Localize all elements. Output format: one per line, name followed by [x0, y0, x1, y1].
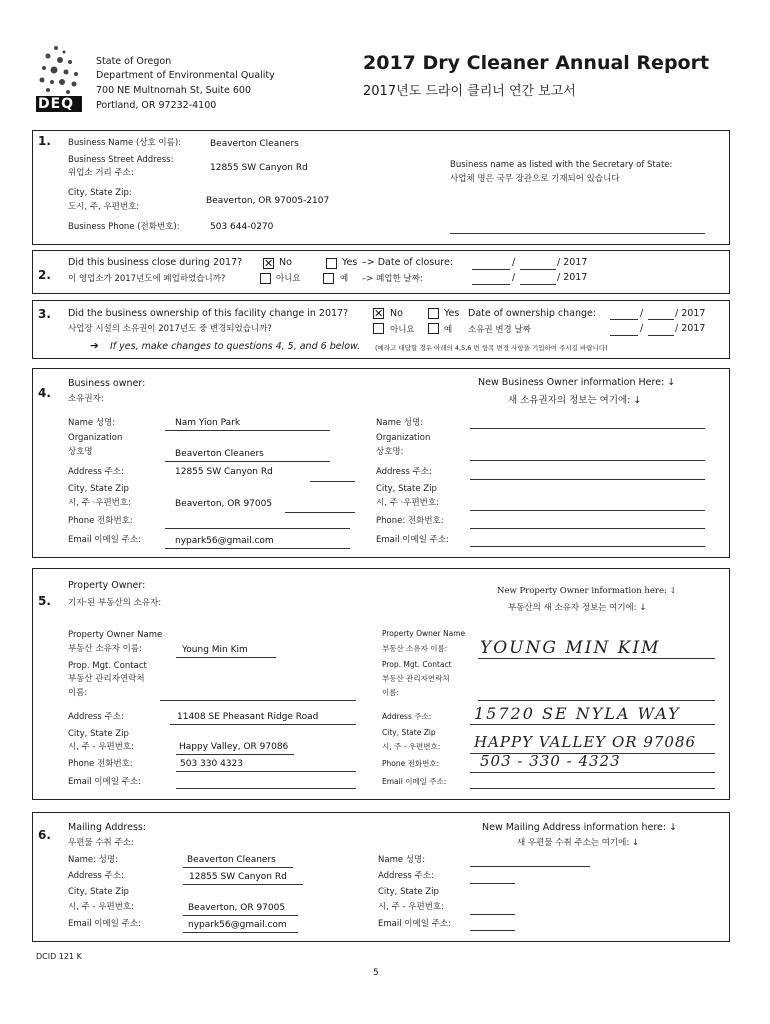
ownership-date-label-ko: 소유권 변경 날짜	[468, 325, 531, 335]
closure-date-label: –> Date of closure:	[362, 257, 454, 268]
new-owner-email-label: Email 이메일 주소:	[376, 535, 449, 545]
owner-org-line[interactable]	[165, 461, 330, 462]
owner-email-value: nypark56@gmail.com	[175, 536, 274, 546]
new-prop-contact-label-ko: 부동산 관리자연락처	[382, 674, 450, 683]
new-prop-name-label: Property Owner Name	[382, 629, 466, 638]
new-prop-phone-label: Phone 전화번호:	[382, 759, 440, 768]
report-title: 2017 Dry Cleaner Annual Report	[363, 52, 710, 74]
ownership-yes-label-ko: 예	[444, 325, 453, 335]
prop-owner-name-label-ko: 부동산 소유자 이름:	[68, 644, 142, 654]
new-prop-email-label: Email 이메일 주소:	[382, 777, 447, 786]
prop-owner-name-line[interactable]	[176, 657, 276, 658]
new-prop-phone-handwritten: 503 - 330 - 4323	[480, 752, 621, 770]
new-prop-contact-label-ko2: 이름:	[382, 688, 400, 697]
ownership-note: If yes, make changes to questions 4, 5, and 6 below.	[110, 341, 361, 352]
close-no-label-ko: 아니요	[276, 274, 301, 284]
sos-name-line[interactable]	[450, 233, 705, 234]
owner-city-line[interactable]	[285, 512, 355, 513]
ownership-no-ko-checkbox[interactable]	[373, 323, 384, 334]
ownership-yes-ko-checkbox[interactable]	[428, 323, 439, 334]
new-mailing-note-ko: 새 우편물 수취 주소는 여기에: ↓	[517, 838, 640, 848]
sos-note-ko: 사업체 명은 국무 장관으로 기재되어 있습니다	[450, 174, 620, 184]
ownership-question: Did the business ownership of this facility change in 2017?	[68, 308, 349, 319]
mail-city-line[interactable]	[183, 915, 298, 916]
owner-org-label-ko: 상호명	[68, 447, 93, 457]
owner-email-line[interactable]	[165, 548, 350, 549]
section-1-number: 1.	[38, 134, 51, 148]
closure-month-line[interactable]	[472, 269, 510, 270]
section-6-number: 6.	[38, 828, 51, 842]
arrow-icon: ➔	[90, 340, 99, 352]
ownership-yes-label: Yes	[444, 308, 460, 319]
prop-phone-value: 503 330 4323	[180, 759, 243, 769]
street-label: Business Street Address:	[68, 155, 174, 165]
sos-note: Business name as listed with the Secretary of State:	[450, 160, 673, 170]
prop-city-value: Happy Valley, OR 97086	[179, 742, 289, 752]
logo-text: DEQ	[38, 96, 75, 112]
prop-city-label-ko: 시, 주 - 우편번호:	[68, 742, 135, 752]
new-prop-addr-label: Address 주소:	[382, 712, 432, 721]
mail-city-label: City, State Zip	[68, 887, 129, 897]
close-yes-label-ko: 예	[340, 274, 349, 284]
new-prop-contact-line[interactable]	[478, 700, 715, 701]
new-prop-contact-label: Prop. Mgt. Contact	[382, 660, 452, 669]
prop-city-line[interactable]	[176, 754, 294, 755]
prop-addr-value: 11408 SE Pheasant Ridge Road	[177, 712, 319, 722]
ownership-year: / 2017	[675, 308, 706, 319]
owner-org-label: Organization	[68, 433, 123, 443]
owner-phone-line[interactable]	[165, 528, 350, 529]
owner-city-value: Beaverton, OR 97005	[175, 499, 273, 509]
new-property-note: New Property Owner information here: ↓	[497, 586, 677, 596]
new-prop-addr-line[interactable]	[470, 724, 715, 725]
ownership-slash: /	[640, 308, 644, 319]
street-label-ko: 위업소 거리 주소:	[68, 168, 134, 178]
new-owner-addr-label: Address 주소:	[376, 467, 432, 477]
ownership-year-ko: / 2017	[675, 323, 706, 334]
close-yes-label: Yes	[342, 257, 358, 268]
prop-contact-label-ko2: 이름:	[68, 688, 88, 698]
ownership-month-line-ko[interactable]	[610, 335, 638, 336]
closure-year-ko: / 2017	[557, 272, 588, 283]
new-mail-name-line[interactable]	[470, 866, 590, 867]
new-mail-city-line[interactable]	[470, 914, 515, 915]
business-owner-title-ko: 소유권자:	[68, 394, 104, 404]
mail-email-label: Email 이메일 주소:	[68, 919, 141, 929]
new-mail-email-label: Email 이메일 주소:	[378, 919, 451, 929]
new-owner-org-label-ko: 상호명:	[376, 447, 404, 457]
report-title-ko: 2017년도 드라이 클리너 연간 보고서	[363, 84, 576, 99]
new-owner-city-label-ko: 시, 주 ·우편번호:	[376, 498, 439, 508]
agency-dept: Department of Environmental Quality	[96, 70, 275, 81]
prop-addr-label: Address 주소:	[68, 712, 124, 722]
ownership-day-line[interactable]	[648, 319, 674, 320]
city-label: City, State Zip:	[68, 188, 132, 198]
new-mail-addr-line[interactable]	[470, 883, 515, 884]
ownership-note-ko: (예라고 대답할 경우 아래의 4,5,6 번 항목 변경 사항을 기입하여 주시길 바랍니다)	[375, 344, 608, 352]
prop-owner-name-value: Young Min Kim	[182, 645, 248, 655]
new-mailing-note: New Mailing Address information here: ↓	[482, 822, 678, 833]
ownership-slash-ko: /	[640, 323, 644, 334]
close-no-ko-checkbox[interactable]	[260, 273, 271, 284]
business-name-value: Beaverton Cleaners	[210, 139, 299, 149]
new-property-note-ko: 부동산의 새 소유자 정보는 여기에: ↓	[508, 603, 647, 613]
section-2-number: 2.	[38, 268, 51, 282]
new-owner-email-line[interactable]	[470, 546, 705, 547]
close-no-label: No	[279, 257, 292, 268]
prop-email-label: Email 이메일 주소:	[68, 777, 141, 787]
new-mail-addr-label: Address 주소:	[378, 871, 434, 881]
agency-state: State of Oregon	[96, 56, 172, 67]
section-4-number: 4.	[38, 386, 51, 400]
new-owner-note-ko: 새 소유권자의 정보는 여기에: ↓	[508, 395, 642, 406]
new-prop-addr-handwritten: 15720 SE NYLA WAY	[474, 704, 681, 723]
agency-address: 700 NE Multnomah St, Suite 600	[96, 85, 252, 96]
closure-slash: /	[512, 257, 516, 268]
prop-phone-label: Phone 전화번호:	[68, 759, 133, 769]
mail-city-label-ko: 시, 주 - 우편번호:	[68, 902, 135, 912]
ownership-month-line[interactable]	[610, 319, 638, 320]
prop-owner-name-label: Property Owner Name	[68, 630, 163, 640]
new-mail-city-label: City, State Zip	[378, 887, 439, 897]
closure-month-line-ko[interactable]	[472, 284, 510, 285]
new-owner-note: New Business Owner information Here: ↓	[478, 377, 676, 388]
ownership-no-label: No	[390, 308, 403, 319]
new-prop-city-label-ko: 시, 주 - 우편번호:	[382, 742, 441, 751]
close-question-ko: 이 영업소가 2017년도에 폐업하였습니까?	[68, 274, 226, 284]
new-prop-email-line[interactable]	[470, 788, 715, 789]
new-prop-name-line[interactable]	[478, 658, 715, 659]
city-value: Beaverton, OR 97005-2107	[206, 196, 330, 206]
mail-addr-line[interactable]	[183, 884, 303, 885]
mail-name-value: Beaverton Cleaners	[187, 855, 276, 865]
prop-addr-line[interactable]	[170, 724, 356, 725]
city-label-ko: 도시, 주, 우편번호:	[68, 202, 140, 212]
owner-addr-line[interactable]	[310, 481, 355, 482]
ownership-yes-checkbox[interactable]	[428, 308, 439, 319]
new-prop-name-label-ko: 부동산 소유자 이름:	[382, 644, 448, 653]
new-owner-phone-line[interactable]	[470, 528, 705, 529]
new-owner-name-label: Name 성명:	[376, 418, 424, 428]
phone-label: Business Phone (전화번호):	[68, 222, 180, 232]
owner-email-label: Email 이메일 주소:	[68, 535, 141, 545]
new-owner-addr-line[interactable]	[470, 479, 705, 480]
new-owner-phone-label: Phone: 전화번호:	[376, 516, 444, 526]
closure-date-label-ko: –> 폐업한 날짜:	[362, 274, 423, 284]
closure-slash-ko: /	[512, 272, 516, 283]
mailing-title-ko: 우편물 수취 주소:	[68, 838, 134, 848]
mail-addr-label: Address 주소:	[68, 871, 124, 881]
prop-contact-label-ko: 부동산 관리자연락처	[68, 674, 145, 684]
mail-city-value: Beaverton, OR 97005	[188, 903, 286, 913]
owner-addr-label: Address 주소:	[68, 467, 124, 477]
owner-city-label-ko: 시, 주 ·우편번호:	[68, 498, 131, 508]
business-name-label: Business Name (상호 이름):	[68, 138, 182, 148]
owner-name-line[interactable]	[165, 430, 330, 431]
phone-value: 503 644-0270	[210, 222, 274, 232]
closure-day-line-ko[interactable]	[520, 284, 556, 285]
new-owner-city-line[interactable]	[470, 510, 705, 511]
closure-year: / 2017	[557, 257, 588, 268]
prop-phone-line[interactable]	[176, 771, 356, 772]
prop-city-label: City, State Zip	[68, 729, 129, 739]
street-value: 12855 SW Canyon Rd	[210, 163, 308, 173]
close-yes-checkbox[interactable]	[326, 258, 337, 269]
ownership-day-line-ko[interactable]	[648, 335, 674, 336]
new-mail-email-line[interactable]	[470, 930, 515, 931]
form-id: DCID 121 K	[36, 952, 82, 961]
owner-org-value: Beaverton Cleaners	[175, 449, 264, 459]
new-prop-city-label: City, State Zip	[382, 728, 436, 737]
new-owner-name-line[interactable]	[470, 428, 705, 429]
deq-logo	[34, 40, 84, 114]
new-prop-city-handwritten: HAPPY VALLEY OR 97086	[474, 733, 697, 751]
mail-email-value: nypark56@gmail.com	[188, 920, 287, 930]
close-no-checkbox[interactable]: ✕	[264, 257, 274, 270]
agency-city: Portland, OR 97232-4100	[96, 100, 217, 111]
ownership-no-checkbox[interactable]: ✕	[374, 307, 384, 320]
closure-day-line[interactable]	[520, 269, 556, 270]
mail-email-line[interactable]	[183, 932, 298, 933]
ownership-question-ko: 사업장 시설의 소유권이 2017년도 중 변경되었습니까?	[68, 324, 272, 334]
owner-city-label: City, State Zip	[68, 484, 129, 494]
owner-name-label: Name 성명:	[68, 418, 116, 428]
mail-name-label: Name: 성명:	[68, 855, 118, 865]
prop-contact-label: Prop. Mgt. Contact	[68, 661, 147, 671]
business-owner-title: Business owner:	[68, 378, 146, 389]
close-yes-ko-checkbox[interactable]	[323, 273, 334, 284]
prop-email-line[interactable]	[176, 788, 356, 789]
new-prop-phone-line[interactable]	[470, 772, 715, 773]
owner-phone-label: Phone 전화번호:	[68, 516, 133, 526]
new-owner-org-label: Organization	[376, 433, 431, 443]
mailing-title: Mailing Address:	[68, 822, 147, 833]
new-owner-city-label: City, State Zip	[376, 484, 437, 494]
page-number: 5	[373, 968, 379, 978]
property-owner-title: Property Owner:	[68, 580, 146, 591]
close-question: Did this business close during 2017?	[68, 257, 243, 268]
property-owner-title-ko: 기자·된 부동산의 소유자:	[68, 598, 162, 608]
prop-contact-line[interactable]	[160, 700, 356, 701]
owner-name-value: Nam Yion Park	[175, 418, 241, 428]
new-mail-city-label-ko: 시, 주 - 우편번호:	[378, 902, 445, 912]
section-5-number: 5.	[38, 594, 51, 608]
section-3-number: 3.	[38, 307, 51, 321]
new-prop-name-handwritten: YOUNG MIN KIM	[480, 638, 661, 658]
mail-name-line[interactable]	[183, 867, 293, 868]
owner-addr-value: 12855 SW Canyon Rd	[175, 467, 273, 477]
mail-addr-value: 12855 SW Canyon Rd	[189, 872, 287, 882]
ownership-date-label: Date of ownership change:	[468, 308, 597, 319]
new-mail-name-label: Name 성명:	[378, 855, 426, 865]
new-owner-org-line[interactable]	[470, 460, 705, 461]
ownership-no-label-ko: 아니요	[390, 325, 415, 335]
